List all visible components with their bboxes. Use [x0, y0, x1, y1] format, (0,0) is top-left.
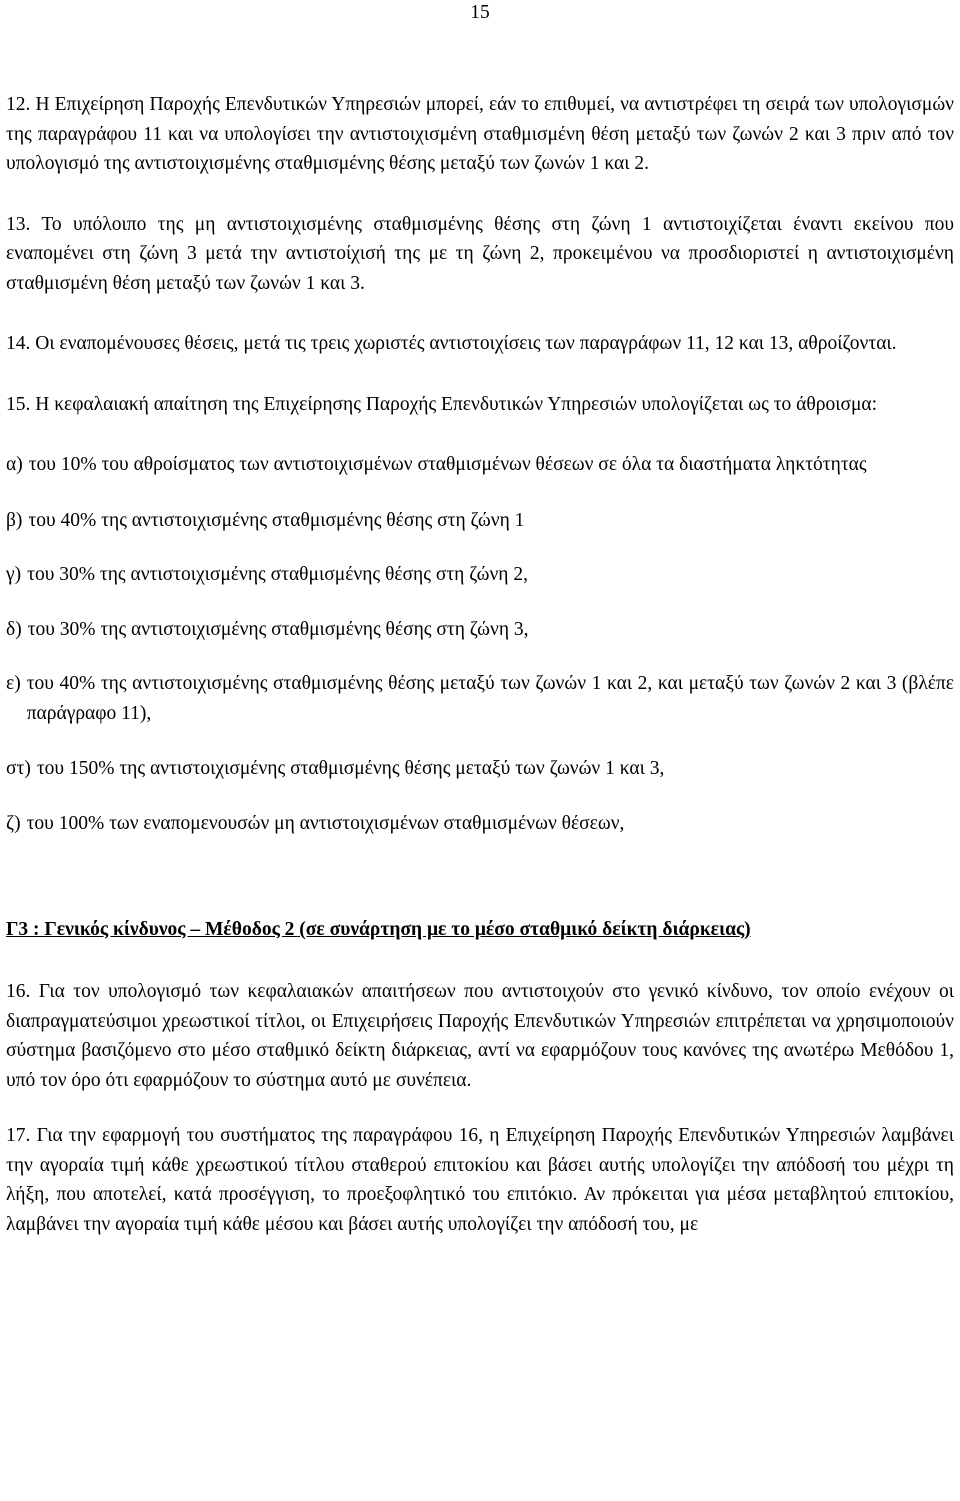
paragraph-13: 13. Το υπόλοιπο της μη αντιστοιχισμένης σταθμισμένης θέσης στη ζώνη 1 αντιστοιχίζεται έναντι εκείνου που εναπομένει στη ζώνη 3 μετά την αντιστοίχισή της με τη ζώνη 2, προκειμένου να προσδιοριστεί η αντιστοιχισμένη σταθμισμένη θέση μεταξύ των ζωνών 1 και 3.: [6, 213, 954, 294]
paragraph-14: 14. Οι εναπομένουσες θέσεις, μετά τις τρεις χωριστές αντιστοιχίσεις των παραγράφων 11, 12 και 13, αθροίζονται.: [6, 333, 897, 354]
list-item-text: του 150% της αντιστοιχισμένης σταθμισμένης θέσης μεταξύ των ζωνών 1 και 3,: [36, 758, 665, 779]
list-item-label: στ): [6, 758, 31, 779]
list-item-label: γ): [6, 564, 22, 585]
list-item-text: του 40% της αντιστοιχισμένης σταθμισμένης θέσης μεταξύ των ζωνών 1 και 2, και μεταξύ των ζωνών 2 και 3 (βλέπε παράγραφο 11),: [26, 673, 954, 724]
paragraph-16: 16. Για τον υπολογισμό των κεφαλαιακών απαιτήσεων που αντιστοιχούν στο γενικό κίνδυνο, τον οποίο ενέχουν οι διαπραγματεύσιμοι χρεωστικοί τίτλοι, οι Επιχειρήσεις Παροχής Επενδυτικών Υπηρεσιών επιτρέπεται να χρησιμοποιούν σύστημα βασιζόμενο στο μέσο σταθμικό δείκτη διάρκειας, αντί να εφαρμόζουν τους κανόνες της ανωτέρω Μεθόδου 1, υπό τον όρο ότι εφαρμόζουν το σύστημα αυτό με συνέπεια.: [6, 981, 954, 1091]
paragraph-12: 12. Η Επιχείρηση Παροχής Επενδυτικών Υπηρεσιών μπορεί, εάν το επιθυμεί, να αντιστρέφει τη σειρά των υπολογισμών της παραγράφου 11 και να υπολογίσει την αντιστοιχισμένη σταθμισμένη θέση μεταξύ των ζωνών 2 και 3 πριν από τον υπολογισμό της αντιστοιχισμένης σταθμισμένης θέσης μεταξύ των ζωνών 1 και 2.: [6, 94, 954, 174]
list-item-text: του 10% του αθροίσματος των αντιστοιχισμένων σταθμισμένων θέσεων σε όλα τα διαστήματα ληκτότητας: [28, 454, 867, 475]
section-heading: Γ3 : Γενικός κίνδυνος – Μέθοδος 2 (σε συνάρτηση με το μέσο σταθμικό δείκτη διάρκειας): [6, 919, 751, 940]
capital-requirement-list: [6, 450, 954, 838]
list-item-label: β): [6, 509, 23, 531]
paragraph-17: 17. Για την εφαρμογή του συστήματος της παραγράφου 16, η Επιχείρηση Παροχής Επενδυτικών Υπηρεσιών λαμβάνει την αγοραία τιμή κάθε χρεωστικού τίτλου σταθερού επιτοκίου και βάσει αυτής υπολογίζει την απόδοσή του μέχρι τη λήξη, που αποτελεί, κατά προσέγγιση, το προεξοφλητικό του επιτόκιο. Αν πρόκειται για μέσα μεταβλητού επιτοκίου, λαμβάνει την αγοραία τιμή κάθε μέσου και βάσει αυτής υπολογίζει την απόδοσή του, με: [6, 1125, 954, 1235]
list-item-text: του 100% των εναπομενουσών μη αντιστοιχισμένων σταθμισμένων θέσεων,: [26, 812, 625, 834]
page-number: 15: [470, 2, 490, 23]
list-item: [6, 669, 954, 728]
list-item-text: του 40% της αντιστοιχισμένης σταθμισμένης θέσης στη ζώνη 1: [28, 509, 525, 531]
list-item: [6, 615, 954, 645]
paragraph-15: 15. Η κεφαλαιακή απαίτηση της Επιχείρησης Παροχής Επενδυτικών Υπηρεσιών υπολογίζεται ως το άθροισμα:: [6, 393, 878, 415]
list-item: [6, 809, 954, 839]
list-item-label: δ): [6, 618, 22, 640]
list-item-text: του 30% της αντιστοιχισμένης σταθμισμένης θέσης στη ζώνη 3,: [27, 618, 529, 640]
list-item-text: του 30% της αντιστοιχισμένης σταθμισμένης θέσης στη ζώνη 2,: [27, 564, 528, 585]
list-item: [6, 506, 954, 536]
list-item: [6, 450, 954, 480]
list-item-label: α): [6, 454, 23, 475]
list-item-label: ε): [6, 673, 21, 694]
list-item-label: ζ): [6, 812, 21, 834]
list-item: [6, 560, 954, 590]
list-item: [6, 754, 954, 784]
